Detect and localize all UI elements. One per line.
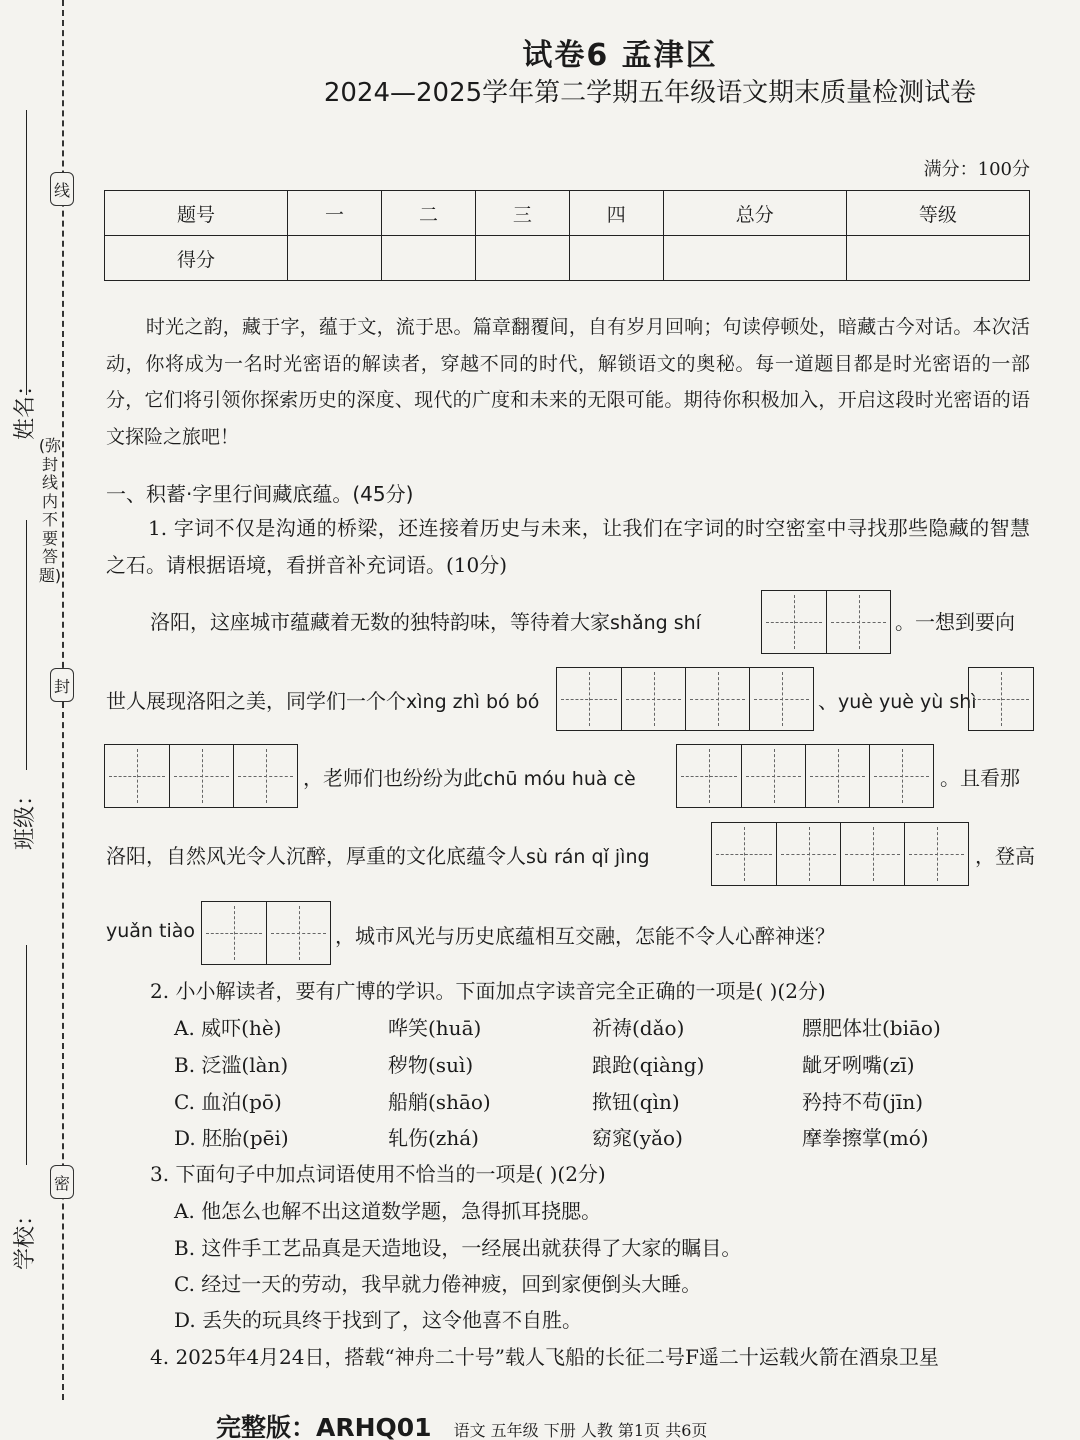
q1-prompt: 1. 字词不仅是沟通的桥梁，还连接着历史与未来，让我们在字词的时空密室中寻找那些隐藏的智慧之石。请根据语境，看拼音补充词语。(10分): [106, 516, 1030, 577]
score-table-cell: 四: [569, 191, 663, 236]
answer-boxes-chumou[interactable]: [676, 744, 934, 808]
q2-option-b-word4: 龇牙咧嘴(zī): [802, 1053, 915, 1077]
pinyin-suran: sù rán qǐ jìng: [526, 846, 650, 868]
q1-line2-text: [106, 685, 539, 714]
seal-note: (弥封线内不要答题): [38, 436, 62, 585]
q1-line4-prefix: 洛阳，自然风光令人沉醉，厚重的文化底蕴令人: [106, 844, 526, 868]
pinyin-yuantiao: yuǎn tiào: [106, 920, 196, 942]
answer-boxes-yuantiao[interactable]: [201, 901, 331, 965]
score-entry-cell[interactable]: [475, 236, 569, 281]
edition-code: 完整版：ARHQ01: [216, 1413, 432, 1440]
q1-line1-text: [150, 606, 701, 635]
q1-line4-end: ，登高: [975, 844, 1035, 868]
q3-prompt: 3. 下面句子中加点词语使用不恰当的一项是( )(2分): [150, 1162, 606, 1186]
section-1-title: 一、积蓄·字里行间藏底蕴。(45分): [106, 482, 414, 506]
seal-mark-feng: 封: [50, 668, 74, 702]
score-table-cell: 三: [475, 191, 569, 236]
score-table-cell: 题号: [105, 191, 288, 236]
name-line: [26, 110, 27, 395]
q1-line5-text: ，城市风光与历史底蕴相互交融，怎能不令人心醉神迷？: [335, 924, 835, 948]
q2-option-c-word3: 揿钮(qìn): [592, 1090, 680, 1114]
score-table: [104, 190, 1030, 281]
q1-line3-prefix: ，老师们也纷纷为此: [303, 766, 483, 790]
footer-info: 语文 五年级 下册 人教 第1页 共6页: [453, 1421, 708, 1440]
score-entry-cell[interactable]: [846, 236, 1029, 281]
q2-option-d-word2: 轧伤(zhá): [388, 1126, 479, 1150]
seal-mark-xian: 线: [50, 172, 74, 206]
q3-option-a: A. 他怎么也解不出这道数学题，急得抓耳挠腮。: [174, 1199, 602, 1223]
q1-line3-end: 。且看那: [940, 766, 1020, 790]
q2-option-b-word2: 秽物(suì): [388, 1053, 474, 1077]
seal-mark-mi: 密: [50, 1165, 74, 1199]
q1-line2-mid: [818, 685, 977, 714]
q2-option-d-word4: 摩拳擦掌(mó): [802, 1126, 929, 1150]
score-table-cell: 二: [382, 191, 476, 236]
pinyin-xingzhi: xìng zhì bó bó: [406, 691, 540, 713]
score-entry-cell[interactable]: [569, 236, 663, 281]
q2-option-d: D. 胚胎(pēi): [174, 1126, 289, 1150]
q2-option-c: C. 血泊(pō): [174, 1090, 282, 1114]
paper-subtitle: 2024—2025学年第二学期五年级语文期末质量检测试卷: [323, 78, 977, 108]
q2-option-b-word3: 踉跄(qiàng): [592, 1053, 705, 1077]
answer-boxes-suran[interactable]: [711, 822, 969, 886]
score-table-score-row: [105, 236, 1030, 281]
q2-option-a-word3: 祈祷(dǎo): [592, 1016, 685, 1040]
school-line: [26, 945, 27, 1165]
pinyin-chumou: chū móu huà cè: [483, 768, 636, 790]
q3-option-b: B. 这件手工艺品真是天造地设，一经展出就获得了大家的瞩目。: [174, 1236, 742, 1260]
answer-boxes-shangshi[interactable]: [761, 590, 891, 654]
q2-option-a: A. 威吓(hè): [174, 1016, 282, 1040]
pinyin-yueyue: yuè yuè yù shì: [838, 691, 977, 713]
name-label: 姓名：: [13, 373, 38, 440]
q4-prompt: 4. 2025年4月24日，搭载“神舟二十号”载人飞船的长征二号F遥二十运载火箭在酒泉卫星: [150, 1345, 939, 1369]
q1-line2-sep: 、: [818, 689, 838, 713]
paper-title: 试卷6 孟津区: [522, 38, 718, 73]
q1-line4-text: [106, 840, 650, 869]
score-entry-cell[interactable]: [382, 236, 476, 281]
q2-option-c-word4: 矜持不苟(jīn): [802, 1090, 924, 1114]
score-table-cell: 总分: [663, 191, 846, 236]
q1-line1-prefix: 洛阳，这座城市蕴藏着无数的独特韵味，等待着大家: [150, 610, 610, 634]
score-table-cell: 一: [288, 191, 382, 236]
score-table-cell: 等级: [846, 191, 1029, 236]
score-table-header-row: [105, 191, 1030, 236]
q2-option-a-word2: 哗笑(huā): [388, 1016, 482, 1040]
score-table-cell: 得分: [105, 236, 288, 281]
q2-option-b: B. 泛滥(làn): [174, 1053, 289, 1077]
q1-line2-prefix: 世人展现洛阳之美，同学们一个个: [106, 689, 406, 713]
q3-option-d: D. 丢失的玩具终于找到了，这令他喜不自胜。: [174, 1308, 583, 1332]
class-line: [26, 520, 27, 770]
q2-option-d-word3: 窈窕(yǎo): [592, 1126, 683, 1150]
score-entry-cell[interactable]: [288, 236, 382, 281]
answer-boxes-xingzhi[interactable]: [556, 667, 814, 731]
q1-line3-text: [303, 762, 636, 791]
q2-option-a-word4: 膘肥体壮(biāo): [802, 1016, 941, 1040]
school-label: 学校：: [13, 1203, 38, 1270]
class-label: 班级：: [13, 783, 38, 850]
answer-boxes-yueyue-part1[interactable]: [968, 667, 1034, 731]
score-entry-cell[interactable]: [663, 236, 846, 281]
intro-paragraph: 时光之韵，藏于字，蕴于文，流于思。篇章翻覆间，自有岁月回响；句读停顿处，暗藏古今对话。本次活动，你将成为一名时光密语的解读者，穿越不同的时代，解锁语文的奥秘。每一道题目都是时光密语的一部分，它们将引领你探索历史的深度、现代的广度和未来的无限可能。期待你积极加入，开启这段时光密语的语文探险之旅吧！: [106, 316, 1030, 448]
q1-line1-end: 。一想到要向: [895, 610, 1015, 634]
page-footer: [216, 1408, 707, 1440]
pinyin-shangshi: shǎng shí: [610, 612, 701, 634]
full-score: 满分：100分: [923, 159, 1030, 180]
answer-boxes-yueyue-part2[interactable]: [104, 744, 298, 808]
q2-prompt: 2. 小小解读者，要有广博的学识。下面加点字读音完全正确的一项是( )(2分): [150, 979, 826, 1003]
q3-option-c: C. 经过一天的劳动，我早就力倦神疲，回到家便倒头大睡。: [174, 1272, 702, 1296]
q2-option-c-word2: 船艄(shāo): [388, 1090, 491, 1114]
